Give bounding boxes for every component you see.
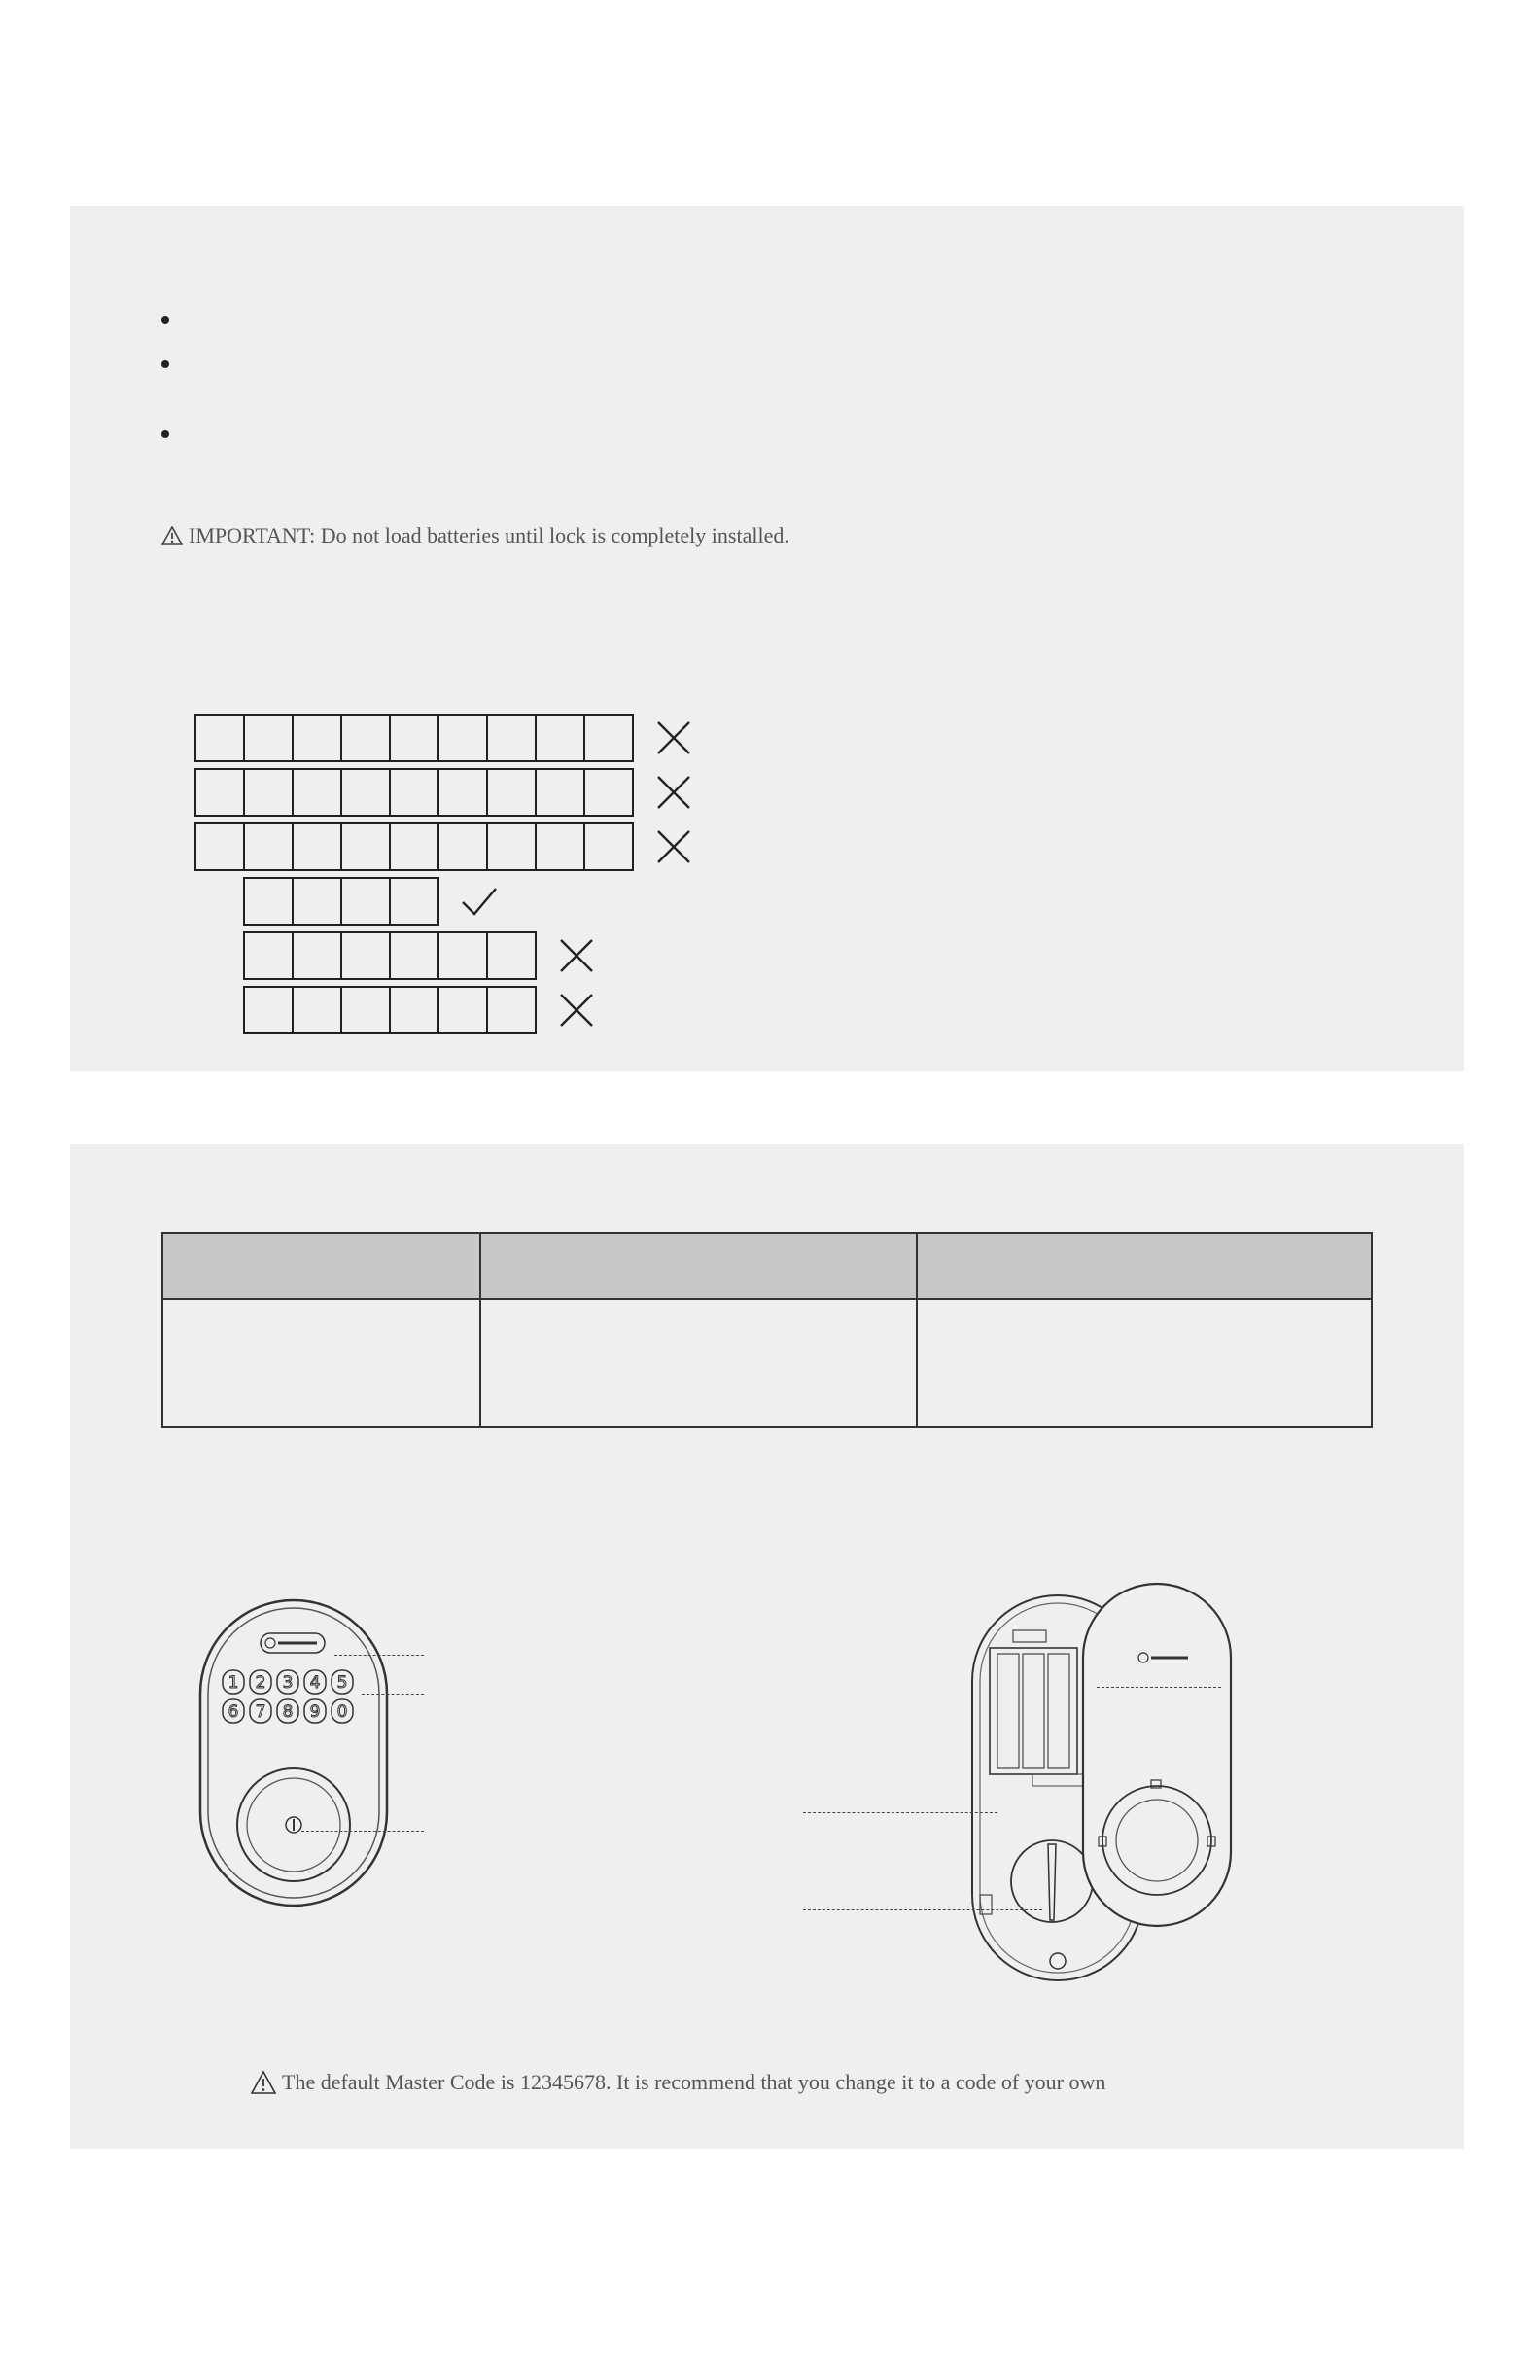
spec-table-cell (917, 1299, 1372, 1427)
digit-box (391, 988, 439, 1032)
leader-line (362, 1694, 424, 1695)
code-example-row (243, 931, 595, 980)
digit-box (439, 770, 488, 815)
svg-text:5: 5 (336, 1673, 348, 1693)
digit-box (488, 770, 537, 815)
battery-cover (1083, 1584, 1231, 1926)
keypad-key (332, 1670, 353, 1694)
digit-boxes (194, 768, 634, 817)
digit-box (439, 988, 488, 1032)
digit-box (342, 770, 391, 815)
leader-line (334, 1655, 424, 1656)
cross-icon (655, 719, 692, 756)
digit-box (585, 716, 632, 760)
code-example-row (194, 822, 692, 871)
digit-box (196, 716, 245, 760)
keypad (223, 1670, 353, 1723)
digit-box (294, 988, 342, 1032)
battery-and-code-panel (70, 206, 1464, 1071)
svg-text:0: 0 (336, 1702, 348, 1722)
digit-box (585, 824, 632, 869)
digit-box (391, 770, 439, 815)
warning-triangle-icon (251, 2071, 276, 2094)
interior-lock-diagram (887, 1580, 1246, 1988)
digit-box (537, 716, 585, 760)
keypad-key (223, 1670, 244, 1694)
digit-boxes (243, 931, 537, 980)
warning-triangle-icon (161, 526, 183, 545)
spec-table-header-row (162, 1233, 1372, 1299)
digit-box (391, 933, 439, 978)
digit-box (245, 879, 294, 924)
digit-box (342, 716, 391, 760)
digit-box (294, 770, 342, 815)
svg-text:7: 7 (255, 1702, 266, 1722)
digit-box (391, 824, 439, 869)
digit-box (342, 879, 391, 924)
battery-compartment (990, 1648, 1077, 1774)
svg-text:9: 9 (309, 1702, 321, 1722)
spec-table-cell (480, 1299, 917, 1427)
checkmark-icon (461, 883, 498, 920)
digit-box (294, 879, 342, 924)
digit-box (537, 824, 585, 869)
digit-box (488, 988, 535, 1032)
digit-box (585, 770, 632, 815)
digit-box (391, 716, 439, 760)
keypad-key (277, 1670, 298, 1694)
keypad-key (223, 1699, 244, 1723)
master-code-notice (251, 2070, 1105, 2095)
lock-overview-panel (70, 1144, 1464, 2149)
digit-box (342, 988, 391, 1032)
digit-box (537, 770, 585, 815)
digit-box (488, 933, 535, 978)
digit-box (439, 716, 488, 760)
bullet-point (161, 360, 169, 368)
keypad-key (277, 1699, 298, 1723)
leader-line (803, 1812, 998, 1813)
bullet-point (161, 430, 169, 438)
digit-box (245, 770, 294, 815)
keypad-key (250, 1670, 271, 1694)
digit-box (196, 770, 245, 815)
digit-box (439, 824, 488, 869)
cross-icon (558, 992, 595, 1029)
code-example-row (243, 986, 595, 1034)
leader-line (803, 1909, 1042, 1910)
spec-table (161, 1232, 1373, 1428)
exterior-lock-diagram (196, 1596, 391, 1909)
cross-icon (558, 937, 595, 974)
digit-box (245, 716, 294, 760)
svg-text:8: 8 (282, 1702, 294, 1722)
digit-box (294, 824, 342, 869)
leader-line (301, 1831, 424, 1832)
digit-box (245, 988, 294, 1032)
bullet-point (161, 316, 169, 324)
important-notice-text: IMPORTANT: Do not load batteries until lock is completely installed. (189, 523, 789, 547)
svg-text:2: 2 (255, 1673, 266, 1693)
keypad-key (250, 1699, 271, 1723)
spec-table-header-cell (480, 1233, 917, 1299)
important-notice (161, 523, 789, 548)
master-code-notice-text: The default Master Code is 12345678. It is recommend that you change it to a code of your own (282, 2070, 1106, 2094)
code-example-row (194, 714, 692, 762)
code-example-row (194, 768, 692, 817)
code-example-row (243, 877, 498, 926)
digit-box (245, 933, 294, 978)
spec-table-header-cell (917, 1233, 1372, 1299)
keypad-key (304, 1670, 326, 1694)
digit-boxes (243, 986, 537, 1034)
svg-text:1: 1 (228, 1673, 239, 1693)
keypad-key (332, 1699, 353, 1723)
digit-box (488, 824, 537, 869)
digit-box (439, 933, 488, 978)
digit-box (342, 824, 391, 869)
digit-box (391, 879, 438, 924)
cross-icon (655, 774, 692, 811)
digit-box (245, 824, 294, 869)
svg-text:3: 3 (282, 1673, 294, 1693)
digit-boxes (194, 714, 634, 762)
cross-icon (655, 828, 692, 865)
digit-box (196, 824, 245, 869)
leader-line (1097, 1687, 1221, 1688)
spec-table-header-cell (162, 1233, 480, 1299)
svg-text:6: 6 (228, 1702, 239, 1722)
digit-box (488, 716, 537, 760)
digit-boxes (194, 822, 634, 871)
spec-table-cell (162, 1299, 480, 1427)
keypad-key (304, 1699, 326, 1723)
svg-text:4: 4 (309, 1673, 321, 1693)
digit-box (294, 716, 342, 760)
digit-box (342, 933, 391, 978)
spec-table-row (162, 1299, 1372, 1427)
digit-box (294, 933, 342, 978)
digit-boxes (243, 877, 439, 926)
